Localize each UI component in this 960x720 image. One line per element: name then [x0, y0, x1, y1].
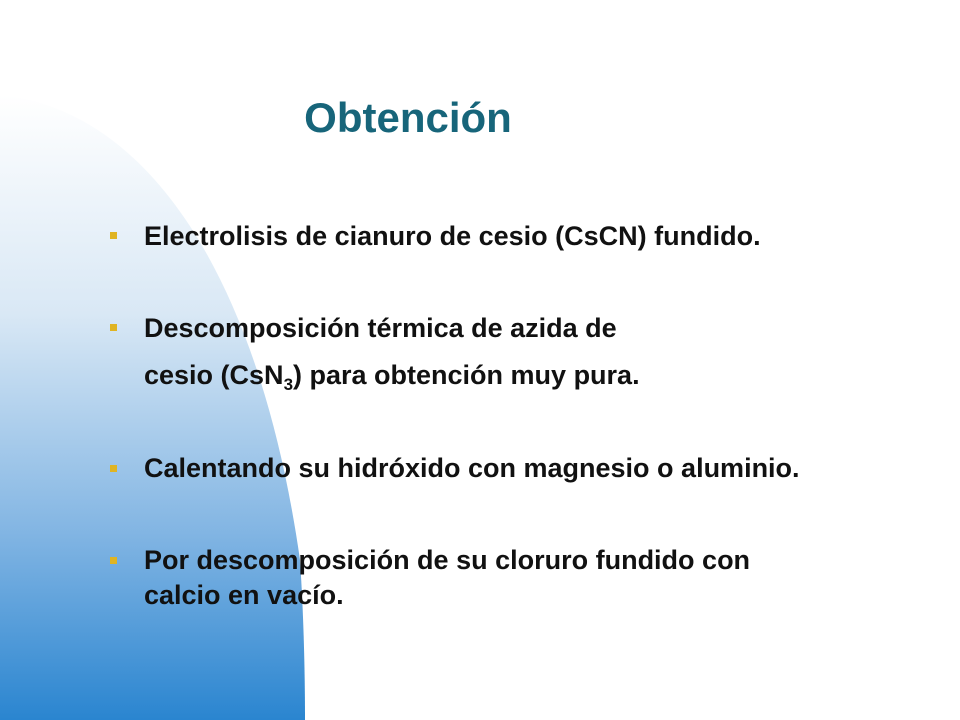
bullet-marker-icon: [110, 232, 117, 239]
bullet-item-2-line-1: Descomposición térmica de azida de: [144, 313, 617, 343]
bullet-item-1: Electrolisis de cianuro de cesio (CsCN) fundido.: [144, 221, 761, 251]
bullet-item-4-line-1: Por descomposición de su cloruro fundido con: [144, 545, 751, 575]
bullet-marker-icon: [110, 324, 117, 331]
bullet-item-4-line-2: calcio en vacío.: [144, 580, 344, 610]
bullet-marker-icon: [110, 557, 117, 564]
bullet-item-3: Calentando su hidróxido con magnesio o aluminio.: [144, 453, 800, 483]
slide-title: Obtención: [304, 94, 512, 141]
bullet-item-2-line-2: cesio (CsN$_3$) para obtención muy pura.: [144, 360, 640, 394]
bullet-marker-icon: [110, 465, 117, 472]
